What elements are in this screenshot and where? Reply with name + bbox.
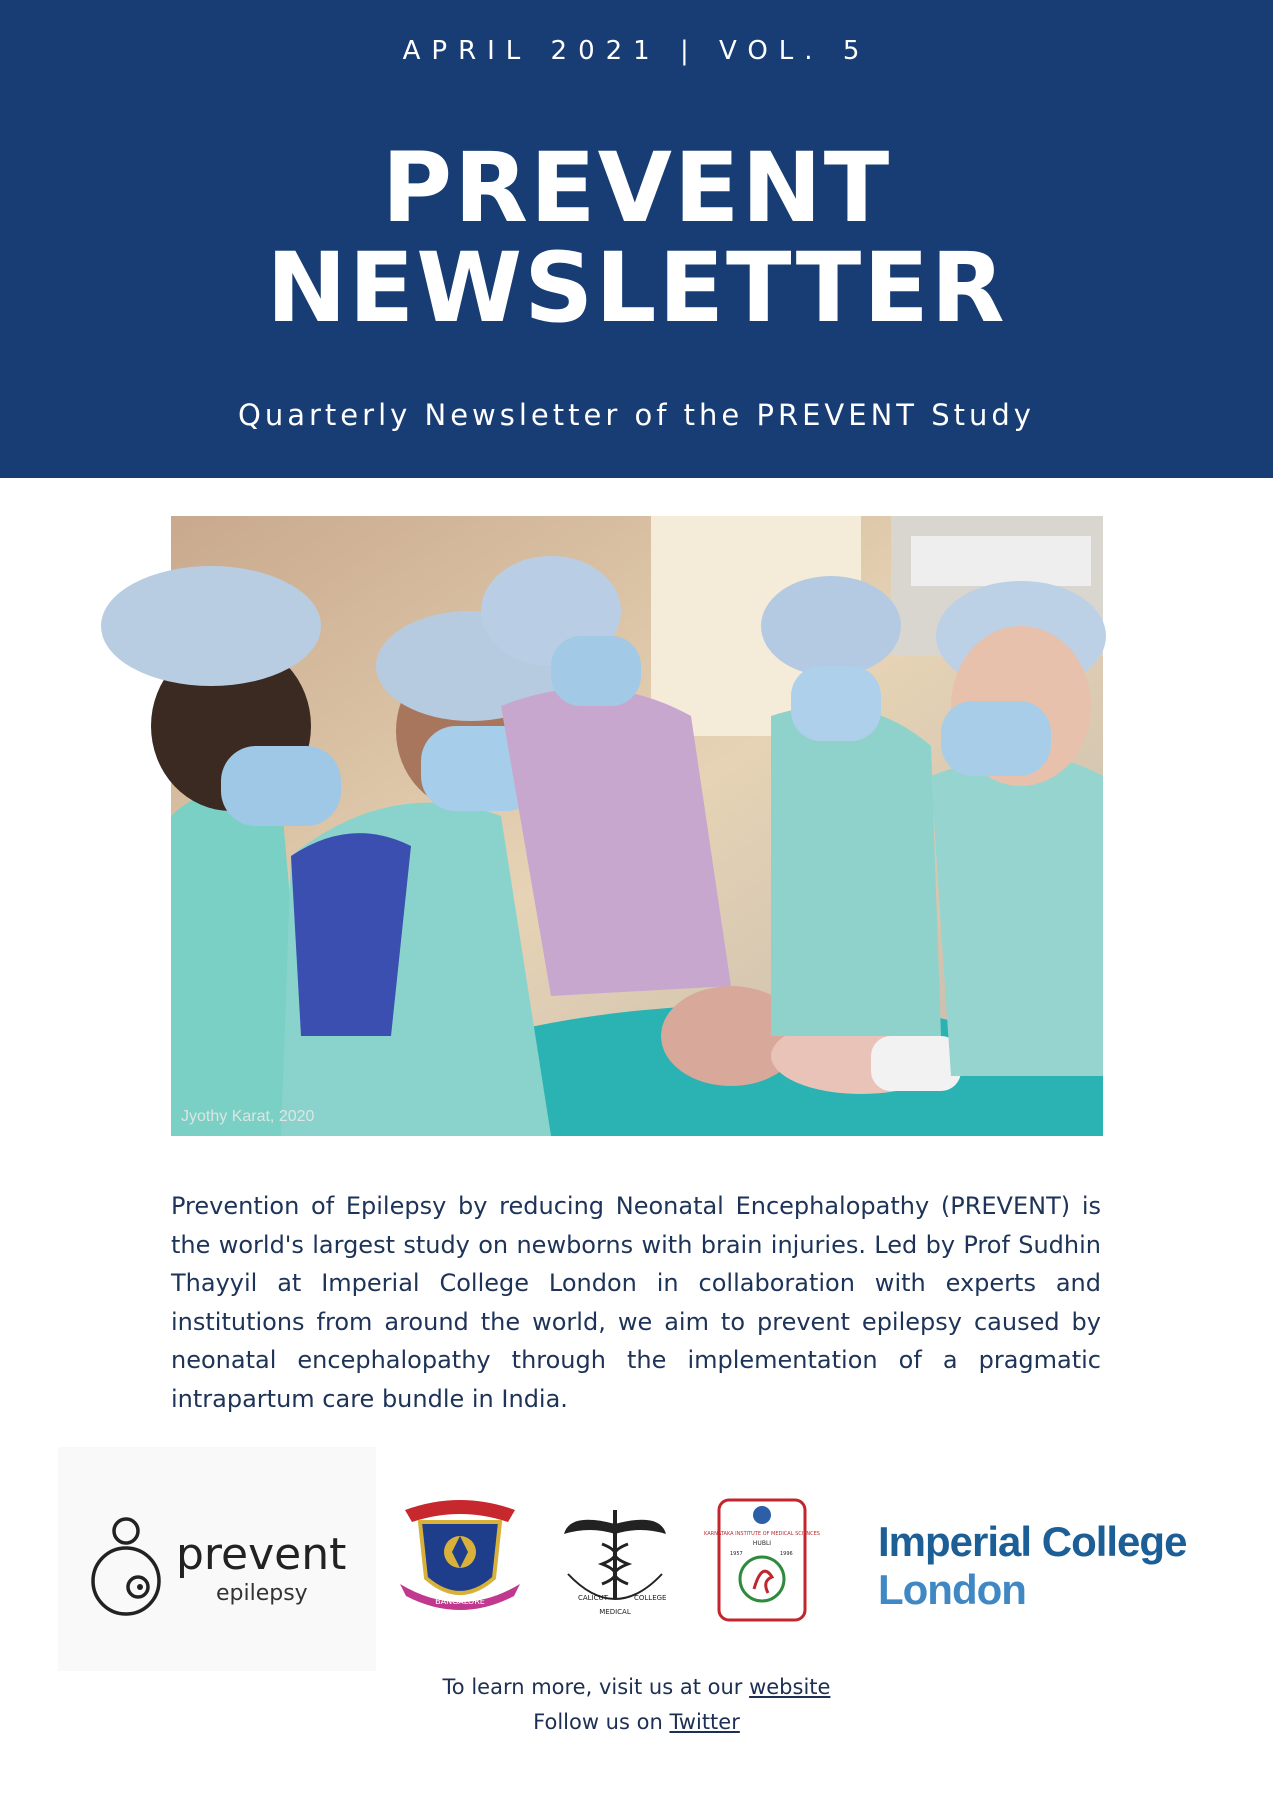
calicut-mid-text: MEDICAL — [599, 1608, 631, 1616]
imperial-line-1: Imperial College — [878, 1518, 1187, 1565]
calicut-right-text: COLLEGE — [634, 1594, 667, 1602]
newsletter-title — [0, 132, 1273, 344]
epilepsy-logo-text: epilepsy — [216, 1581, 308, 1606]
kims-city-text: HUBLI — [752, 1540, 772, 1547]
imperial-college-logo — [878, 1518, 1186, 1614]
kims-year-1: 1957 — [730, 1551, 743, 1557]
calicut-medical-college-seal — [560, 1504, 670, 1623]
caduceus-icon — [560, 1504, 670, 1619]
header-banner — [0, 0, 1273, 478]
cover-photo — [171, 516, 1103, 1136]
website-link[interactable]: website — [749, 1675, 831, 1699]
kims-year-2: 1996 — [780, 1551, 793, 1557]
prevent-logo-text: prevent — [176, 1529, 347, 1580]
calicut-left-text: CALICUT — [578, 1594, 608, 1602]
photo-credit: Jyothy Karat, 2020 — [181, 1108, 315, 1125]
follow-line — [0, 1705, 1273, 1740]
prevent-epilepsy-logo — [58, 1447, 376, 1671]
footer — [0, 1670, 1273, 1740]
kims-hubli-seal — [704, 1497, 820, 1629]
twitter-link[interactable]: Twitter — [669, 1710, 740, 1734]
kims-top-text: KARNATAKA INSTITUTE OF MEDICAL SCIENCES — [704, 1531, 820, 1537]
kims-crest-icon — [704, 1497, 820, 1625]
issue-date: APRIL 2021 | VOL. 5 — [402, 36, 871, 66]
follow-text: Follow us on — [533, 1710, 670, 1734]
bangalore-seal-bottom-text: BANGALORE — [435, 1597, 485, 1606]
clinicians-photo-illustration — [171, 516, 1103, 1136]
title-line-2: NEWSLETTER — [266, 232, 1007, 344]
title-line-1: PREVENT — [381, 132, 892, 244]
bangalore-crest-icon — [390, 1492, 530, 1622]
learn-more-line — [0, 1670, 1273, 1705]
bangalore-medical-college-seal — [390, 1492, 530, 1626]
imperial-line-2: London — [878, 1566, 1026, 1613]
learn-more-text: To learn more, visit us at our — [442, 1675, 750, 1699]
newsletter-subtitle: Quarterly Newsletter of the PREVENT Study — [238, 398, 1035, 432]
mother-child-icon — [88, 1509, 168, 1619]
intro-paragraph: Prevention of Epilepsy by reducing Neonatal Encephalopathy (PREVENT) is the world's largest study on newborns with brain injuries. Led by Prof Sudhin Thayyil at Imperial College London in collaboration with experts and institutions from around the world, we aim to prevent epilepsy caused by neonatal encephalopathy through the implementation of a pragmatic intrapartum care bundle in India. — [171, 1192, 1101, 1413]
